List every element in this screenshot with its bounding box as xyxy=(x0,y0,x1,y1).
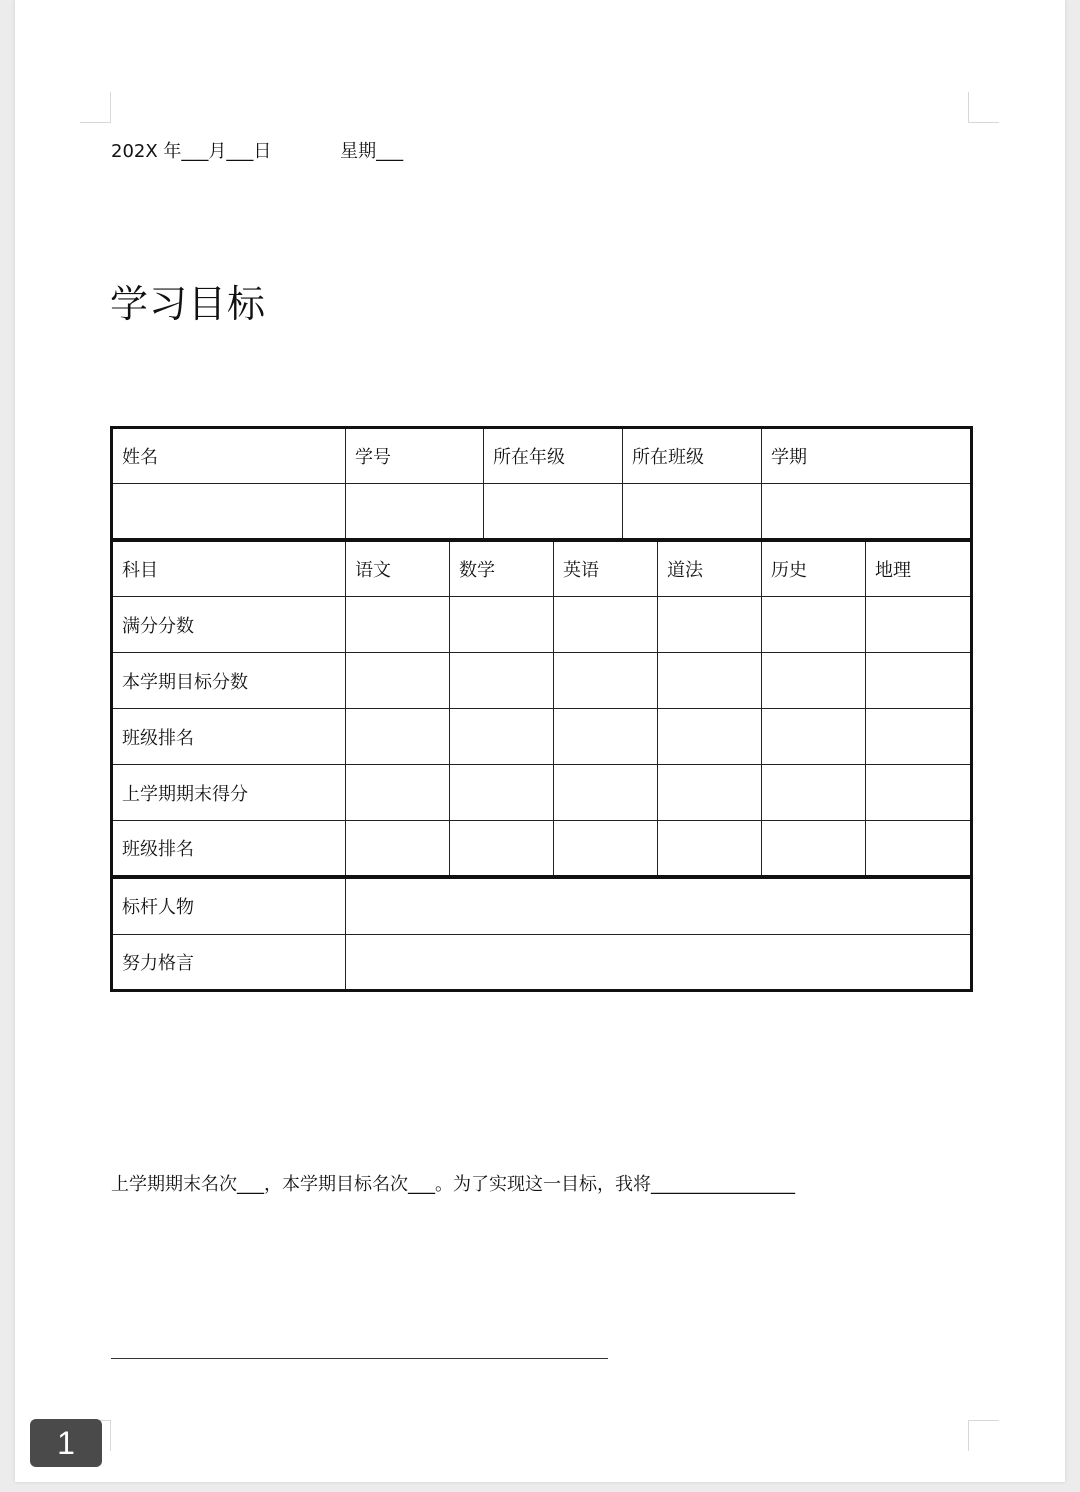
date-line: 202X 年___月___日 星期___ xyxy=(111,141,404,162)
score-row-label: 满分分数 xyxy=(112,597,346,653)
document-title: 学习目标 xyxy=(110,282,267,326)
score-cell[interactable] xyxy=(866,597,972,653)
info-value-grade[interactable] xyxy=(484,484,623,540)
score-row-label: 上学期期末得分 xyxy=(112,765,346,821)
score-cell[interactable] xyxy=(554,653,658,709)
score-cell[interactable] xyxy=(450,597,554,653)
score-cell[interactable] xyxy=(762,709,866,765)
goal-statement: 上学期期末名次___，本学期目标名次___。为了实现这一目标，我将________________ xyxy=(111,1174,795,1195)
info-table xyxy=(110,426,973,541)
score-cell[interactable] xyxy=(554,597,658,653)
score-table xyxy=(110,539,973,878)
score-cell[interactable] xyxy=(866,653,972,709)
score-row-last-term xyxy=(112,765,972,821)
score-cell[interactable] xyxy=(762,765,866,821)
info-value-row xyxy=(112,484,972,540)
score-cell[interactable] xyxy=(762,597,866,653)
info-header-grade: 所在年级 xyxy=(484,428,623,484)
role-model-label: 标杆人物 xyxy=(112,878,346,935)
score-row-target xyxy=(112,653,972,709)
score-row-label: 本学期目标分数 xyxy=(112,653,346,709)
info-value-term[interactable] xyxy=(762,484,972,540)
info-header-class: 所在班级 xyxy=(623,428,762,484)
score-cell[interactable] xyxy=(866,709,972,765)
info-value-student-id[interactable] xyxy=(346,484,484,540)
score-cell[interactable] xyxy=(762,653,866,709)
score-cell[interactable] xyxy=(554,765,658,821)
score-row-label: 班级排名 xyxy=(112,709,346,765)
info-header-term: 学期 xyxy=(762,428,972,484)
subject-header: 地理 xyxy=(866,541,972,597)
score-cell[interactable] xyxy=(346,597,450,653)
score-cell[interactable] xyxy=(450,765,554,821)
subject-header: 道法 xyxy=(658,541,762,597)
motto-label: 努力格言 xyxy=(112,934,346,991)
info-header-name: 姓名 xyxy=(112,428,346,484)
role-model-value[interactable] xyxy=(346,878,972,935)
score-row-full-marks xyxy=(112,597,972,653)
score-cell[interactable] xyxy=(346,709,450,765)
info-header-row xyxy=(112,428,972,484)
score-cell[interactable] xyxy=(450,709,554,765)
margin-corner-top-left xyxy=(80,92,111,123)
page-number-badge[interactable]: 1 xyxy=(30,1419,102,1467)
score-cell[interactable] xyxy=(450,653,554,709)
score-cell[interactable] xyxy=(866,821,972,877)
subject-header: 历史 xyxy=(762,541,866,597)
score-cell[interactable] xyxy=(346,821,450,877)
score-cell[interactable] xyxy=(658,765,762,821)
score-cell[interactable] xyxy=(658,653,762,709)
score-cell[interactable] xyxy=(866,765,972,821)
info-header-student-id: 学号 xyxy=(346,428,484,484)
score-cell[interactable] xyxy=(346,765,450,821)
motto-row xyxy=(112,934,972,991)
score-cell[interactable] xyxy=(762,821,866,877)
margin-corner-top-right xyxy=(968,92,999,123)
score-cell[interactable] xyxy=(658,597,762,653)
info-value-class[interactable] xyxy=(623,484,762,540)
score-cell[interactable] xyxy=(554,821,658,877)
score-cell[interactable] xyxy=(658,821,762,877)
score-cell[interactable] xyxy=(346,653,450,709)
motivation-table xyxy=(110,876,973,992)
score-row-header: 科目 xyxy=(112,541,346,597)
score-row-class-rank-2 xyxy=(112,821,972,877)
subject-header: 英语 xyxy=(554,541,658,597)
score-cell[interactable] xyxy=(554,709,658,765)
score-cell[interactable] xyxy=(658,709,762,765)
info-value-name[interactable] xyxy=(112,484,346,540)
score-row-label: 班级排名 xyxy=(112,821,346,877)
writing-line xyxy=(111,1358,608,1359)
role-model-row xyxy=(112,878,972,935)
subject-header: 语文 xyxy=(346,541,450,597)
subject-header: 数学 xyxy=(450,541,554,597)
score-header-row xyxy=(112,541,972,597)
motto-value[interactable] xyxy=(346,934,972,991)
score-cell[interactable] xyxy=(450,821,554,877)
score-row-class-rank xyxy=(112,709,972,765)
margin-corner-bottom-right xyxy=(968,1420,999,1451)
